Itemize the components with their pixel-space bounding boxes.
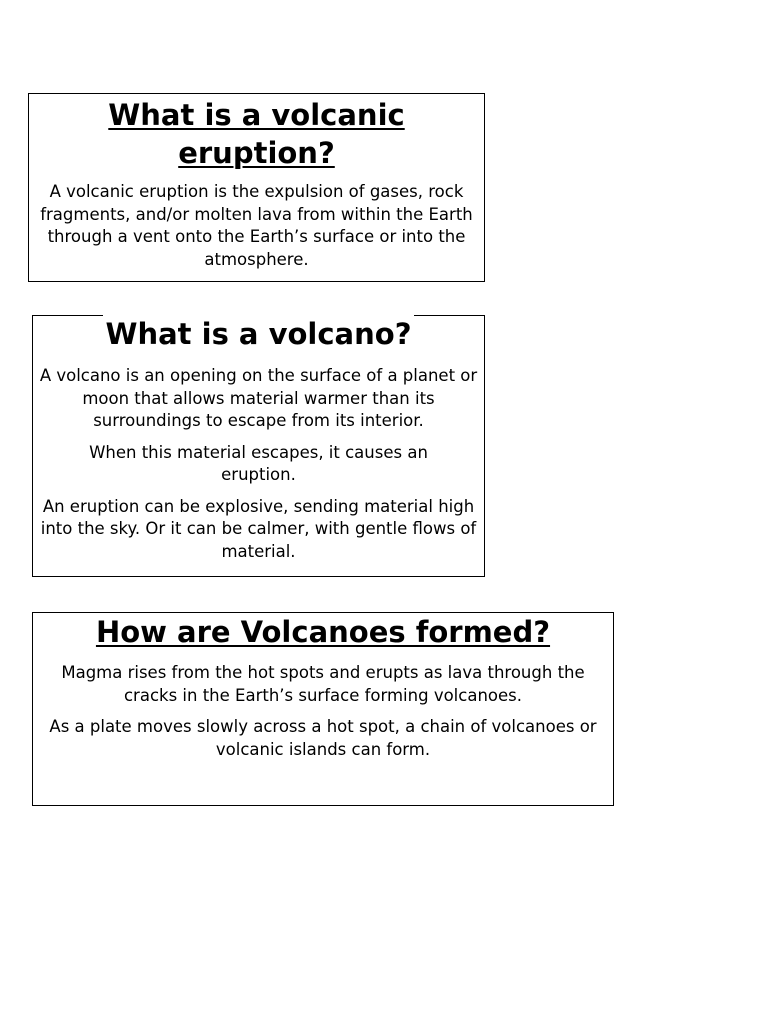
card-paragraph: An eruption can be explosive, sending material high into the sky. Or it can be calmer, with gentle flows of material. bbox=[40, 496, 477, 561]
card-volcanic-eruption bbox=[28, 93, 485, 282]
card-paragraph: Magma rises from the hot spots and erupts as lava through the cracks in the Earth’s surface forming volcanoes. bbox=[61, 663, 585, 705]
card-title-wrapper bbox=[33, 315, 484, 353]
card-volcano bbox=[32, 315, 485, 577]
card-title: What is a volcano? bbox=[105, 317, 412, 351]
card-paragraph: A volcano is an opening on the surface of a planet or moon that allows material warmer than its surroundings to escape from its interior. bbox=[39, 366, 478, 430]
card-paragraph: When this material escapes, it causes an eruption. bbox=[89, 442, 428, 484]
card-title: How are Volcanoes formed? bbox=[95, 615, 551, 649]
card-paragraph: A volcanic eruption is the expulsion of gases, rock fragments, and/or molten lava from within the Earth through a vent onto the Earth’s surface or into the atmosphere. bbox=[40, 182, 473, 269]
card-paragraph: As a plate moves slowly across a hot spot, a chain of volcanoes or volcanic islands can form. bbox=[49, 717, 597, 759]
card-title: What is a volcanic eruption? bbox=[108, 98, 405, 170]
card-volcanoes-formed bbox=[32, 612, 614, 806]
